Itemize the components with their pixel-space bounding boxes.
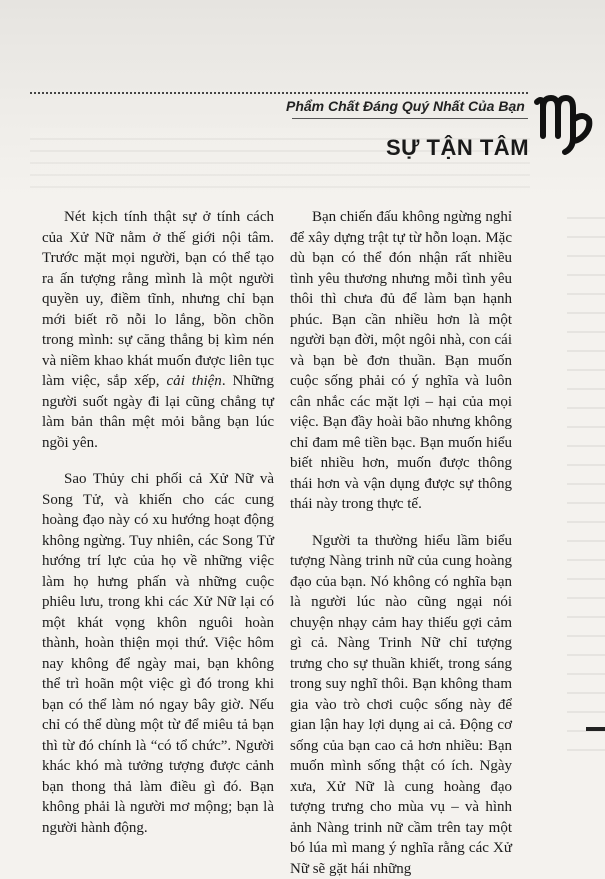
paragraph: Bạn chiến đấu không ngừng nghỉ để xây dựng trật tự từ hỗn loạn. Mặc dù bạn có thể đón nhận rất nhiều tình yêu thương nhưng mỗi tình yêu thôi thì chưa đủ để làm bạn hạnh phúc. Bạn cần nhiều hơn là một người bạn đời, một ngôi nhà, con cái và bạn bè đơn thuần. Bạn muốn cuộc sống phải có ý nghĩa và luôn cân nhắc các mặt lợi – hại của mọi việc. Bạn đầy hoài bão nhưng không chỉ đam mê tiền bạc. Bạn muốn hiểu biết nhiều hơn, muốn được thông thái hơn và vận dụng được sự thông thái này trong thực tế. <box>290 207 512 515</box>
right-text-column <box>290 207 512 879</box>
emphasis: cải thiện <box>167 373 222 389</box>
page-edge-shadow <box>567 200 605 760</box>
header-underline <box>292 118 528 119</box>
paragraph: Người ta thường hiểu lầm biểu tượng Nàng trinh nữ của cung hoàng đạo của bạn. Nó không có nghĩa bạn là người lúc nào cũng ngại nói chuyện nhạy cảm hay thiếu gợi cảm gì cả. Nàng Trinh Nữ chỉ tượng trưng cho sự thuần khiết, trong sáng trong suy nghĩ thôi. Bạn không tham gia vào trò chơi cuộc sống này để gian lận hay lợi dụng ai cả. Động cơ sống của bạn cao cả hơn nhiều: Bạn muốn mình sống thật có ích. Ngày xưa, Xử Nữ là cung hoàng đạo tượng trưng cho mùa vụ – và hình ảnh Nàng trinh nữ cầm trên tay một bó lúa mì mang ý nghĩa rằng các Xử Nữ sẽ gặt hái những <box>290 531 512 879</box>
paragraph: Nét kịch tính thật sự ở tính cách của Xử Nữ nằm ở thế giới nội tâm. Trước mặt mọi người, bạn có thể tạo ra ấn tượng rằng mình là một người quyền uy, điềm tĩnh, nhưng chỉ bạn mới biết rõ nỗi lo lắng, bồn chồn trong mình: sự căng thẳng bị kìm nén và niềm khao khát muốn được liên tục làm việc, sắp xếp, cải thiện. Những người suốt ngày đi lại cũng chẳng tự làm bản thân mệt mỏi bằng bạn lúc ngồi yên. <box>42 207 274 453</box>
running-head: Phẩm Chất Đáng Quý Nhất Của Bạn <box>286 98 525 114</box>
page-edge-marker <box>586 727 605 731</box>
left-text-column <box>42 207 274 838</box>
section-title: SỰ TẬN TÂM <box>386 135 529 161</box>
paragraph: Sao Thủy chi phối cả Xử Nữ và Song Tử, và khiến cho các cung hoàng đạo này có xu hướng hoạt động không ngừng. Tuy nhiên, các Song Tử hướng trí lực của họ về những việc làm họ hưng phấn và những cuộc phiêu lưu, trong khi các Xử Nữ lại có một khát vọng khôn nguôi hoàn thành, hoàn thiện mọi thứ. Việc hôm nay không để ngày mai, bạn không thể trì hoãn một việc gì đó trong khi bạn có thể làm nó ngay bây giờ. Nếu chỉ có thể dùng một từ để miêu tả bạn thì từ đó chính là “có tổ chức”. Người khác khó mà tưởng tượng được cảnh bạn thong thả làm điều gì đó. Bạn không phải là người mơ mộng; bạn là người hành động. <box>42 469 274 838</box>
header-dotted-rule <box>30 92 528 94</box>
virgo-icon <box>531 88 597 158</box>
